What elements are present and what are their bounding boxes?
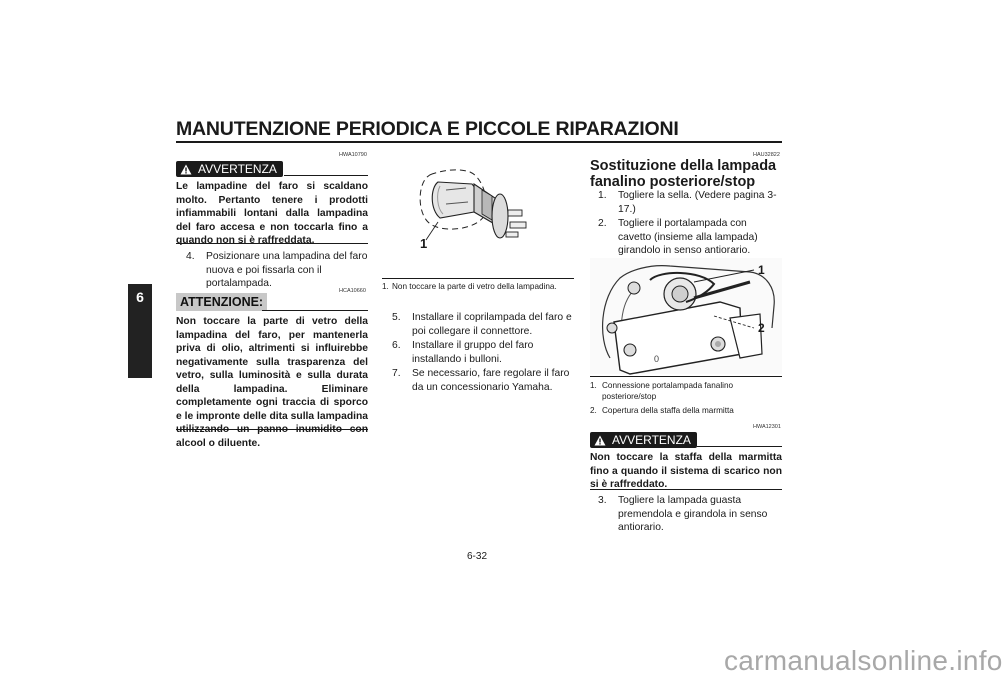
step-3	[598, 494, 782, 535]
caution-text: Non toccare la parte di vetro della lampadina del faro, per mantenerla priva di olio, altrimenti si influirebbe negativamente sulla trasparenza del vetro, sulla luminosità e sulla durata della lampadina. Eliminare completamente ogni traccia di sporco e le impronte delle dita sulla lampadina utilizzando un panno inumidito con alcool o diluente.	[176, 316, 368, 449]
step-text: Installare il coprilampada del faro e poi collegare il connettore.	[412, 312, 572, 337]
step-text: Togliere la sella. (Vedere pagina 3-17.)	[618, 190, 777, 215]
figure-callout-2-right: 2	[758, 321, 765, 335]
caption-text: Non toccare la parte di vetro della lampadina.	[392, 282, 557, 291]
warning-end-rule	[176, 243, 368, 244]
figure-callout-1: 1	[420, 236, 428, 251]
caption-number: 1.	[590, 381, 597, 390]
step-6	[392, 339, 574, 366]
warning-text-right: Non toccare la staffa della marmitta fino a quando il sistema di scarico non si è raffreddato.	[590, 452, 782, 490]
step-1	[598, 189, 782, 216]
figure-caption	[382, 282, 574, 293]
page-number: 6-32	[467, 551, 488, 562]
caution-rule	[262, 310, 368, 311]
step-4	[186, 250, 368, 291]
caption-text: Copertura della staffa della marmitta	[602, 406, 734, 415]
tail-light-figure	[590, 258, 782, 374]
step-text: Togliere la lampada guasta premendola e girandola in senso antiorario.	[618, 495, 768, 533]
step-text: Se necessario, fare regolare il faro da un concessionario Yamaha.	[412, 368, 570, 393]
warning-triangle-icon	[594, 435, 606, 446]
step-number: 2.	[598, 218, 607, 229]
caution-code: HCA10660	[339, 288, 366, 294]
warning-rule-right	[697, 446, 782, 447]
step-2	[598, 217, 782, 258]
caution-badge: ATTENZIONE:	[176, 293, 267, 311]
warning-code-right: HWA12301	[753, 424, 781, 430]
caption-number: 1.	[382, 282, 389, 291]
right-figure-captions	[590, 381, 782, 417]
watermark: carmanualsonline.info	[724, 645, 1003, 676]
step-5	[392, 311, 574, 338]
headlight-bulb-figure	[380, 160, 575, 278]
warning-end-rule-right	[590, 489, 782, 490]
step-text: Posizionare una lampadina del faro nuova e poi fissarla con il portalampada.	[206, 251, 368, 289]
warning-text: Le lampadine del faro si scaldano molto. Pertanto tenere i prodotti infiammabili lontani dalla lampadina del faro accesa e non toccarla fino a quando non si è raffreddata.	[176, 181, 368, 246]
warning-badge	[176, 161, 283, 177]
caption-number: 2.	[590, 406, 597, 415]
step-7	[392, 367, 574, 394]
warning-badge-right	[590, 432, 697, 448]
warning-code: HWA10790	[339, 152, 367, 158]
section-title: Sostituzione della lampada fanalino posteriore/stop	[590, 158, 777, 190]
step-text: Installare il gruppo del faro installando i bulloni.	[412, 340, 534, 365]
step-number: 4.	[186, 251, 195, 262]
right-figure-rule	[590, 376, 782, 377]
figure-callout-1-right: 1	[758, 263, 765, 277]
chapter-tab: 6	[128, 284, 152, 378]
right-steps-list	[598, 189, 782, 258]
caption-text: Connessione portalampada fanalino posteriore/stop	[602, 381, 734, 401]
step-number: 5.	[392, 312, 401, 323]
step-text: Togliere il portalampada con cavetto (insieme alla lampada) girandolo in senso antiorario.	[618, 218, 758, 256]
caption-1	[590, 381, 782, 402]
page-title: MANUTENZIONE PERIODICA E PICCOLE RIPARAZIONI	[176, 118, 679, 140]
caption-2	[590, 406, 782, 417]
warning-badge-label: AVVERTENZA	[612, 433, 691, 447]
figure-rule	[382, 278, 574, 279]
warning-badge-label: AVVERTENZA	[198, 162, 277, 176]
step-number: 3.	[598, 495, 607, 506]
warning-rule	[284, 175, 368, 176]
step-number: 7.	[392, 368, 401, 379]
title-rule	[176, 141, 782, 143]
figure-stamp: 0	[654, 354, 660, 364]
steps-list	[392, 311, 574, 394]
caution-end-rule	[176, 429, 368, 430]
warning-triangle-icon	[180, 164, 192, 175]
step-number: 6.	[392, 340, 401, 351]
step-number: 1.	[598, 190, 607, 201]
section-code: HAU32822	[753, 152, 780, 158]
